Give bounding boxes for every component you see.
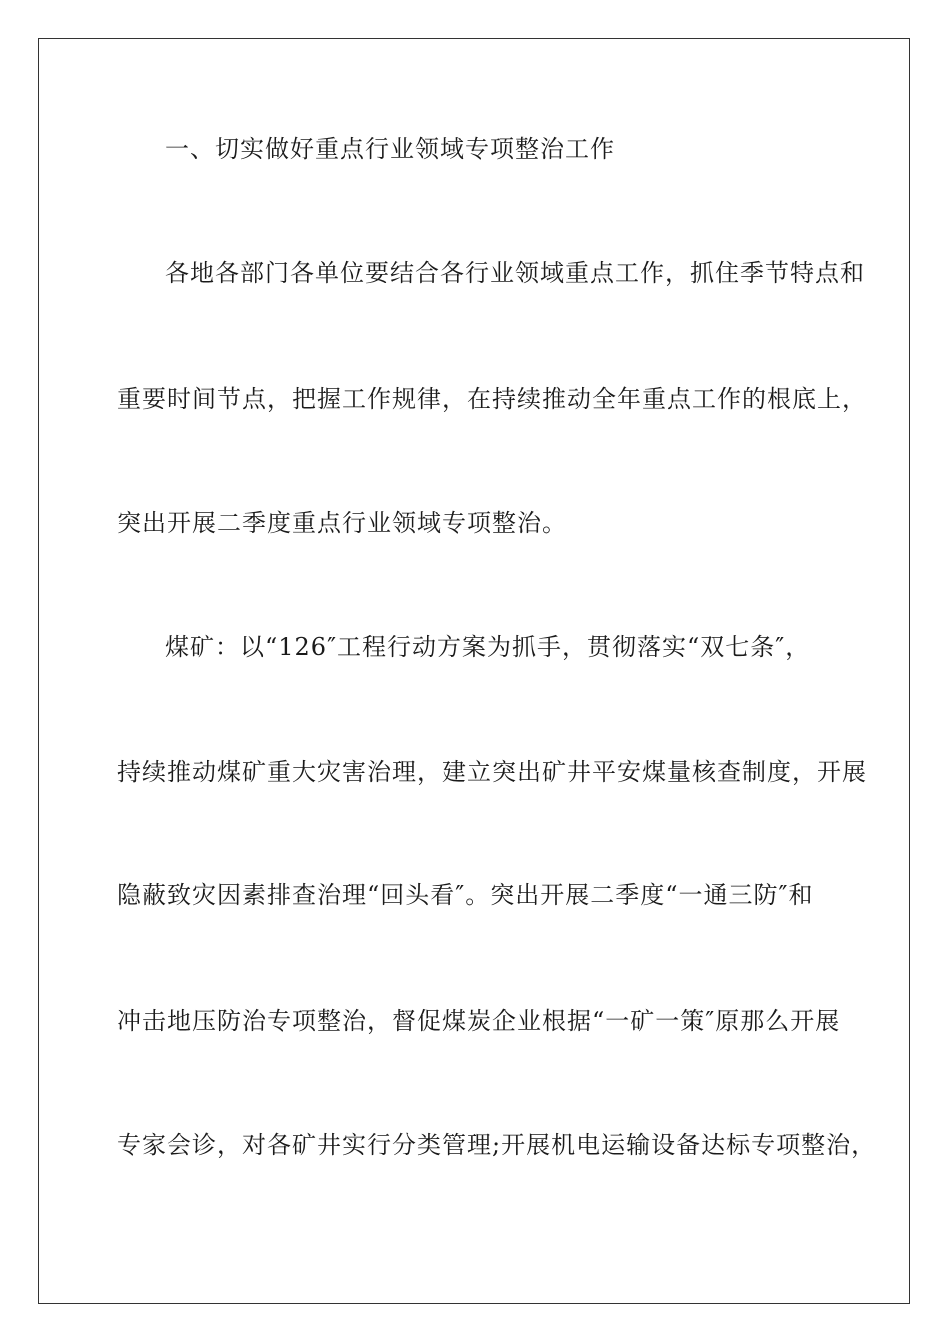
paragraph-line: 重要时间节点，把握工作规律，在持续推动全年重点工作的根底上， — [117, 385, 867, 413]
paragraph-line: 突出开展二季度重点行业领域专项整治。 — [117, 509, 567, 537]
page-border — [38, 38, 910, 1304]
paragraph-line: 隐蔽致灾因素排查治理“回头看″。突出开展二季度“一通三防″和 — [117, 881, 814, 909]
paragraph-line: 专家会诊，对各矿井实行分类管理;开展机电运输设备达标专项整治， — [117, 1131, 877, 1159]
section-heading: 一、切实做好重点行业领域专项整治工作 — [165, 135, 615, 163]
paragraph-line: 各地各部门各单位要结合各行业领域重点工作，抓住季节特点和 — [165, 259, 865, 287]
paragraph-line: 持续推动煤矿重大灾害治理，建立突出矿井平安煤量核查制度，开展 — [117, 758, 867, 786]
paragraph-line: 冲击地压防治专项整治，督促煤炭企业根据“一矿一策″原那么开展 — [117, 1007, 841, 1035]
paragraph-line: 煤矿：以“126″工程行动方案为抓手，贯彻落实“双七条″， — [165, 633, 811, 661]
